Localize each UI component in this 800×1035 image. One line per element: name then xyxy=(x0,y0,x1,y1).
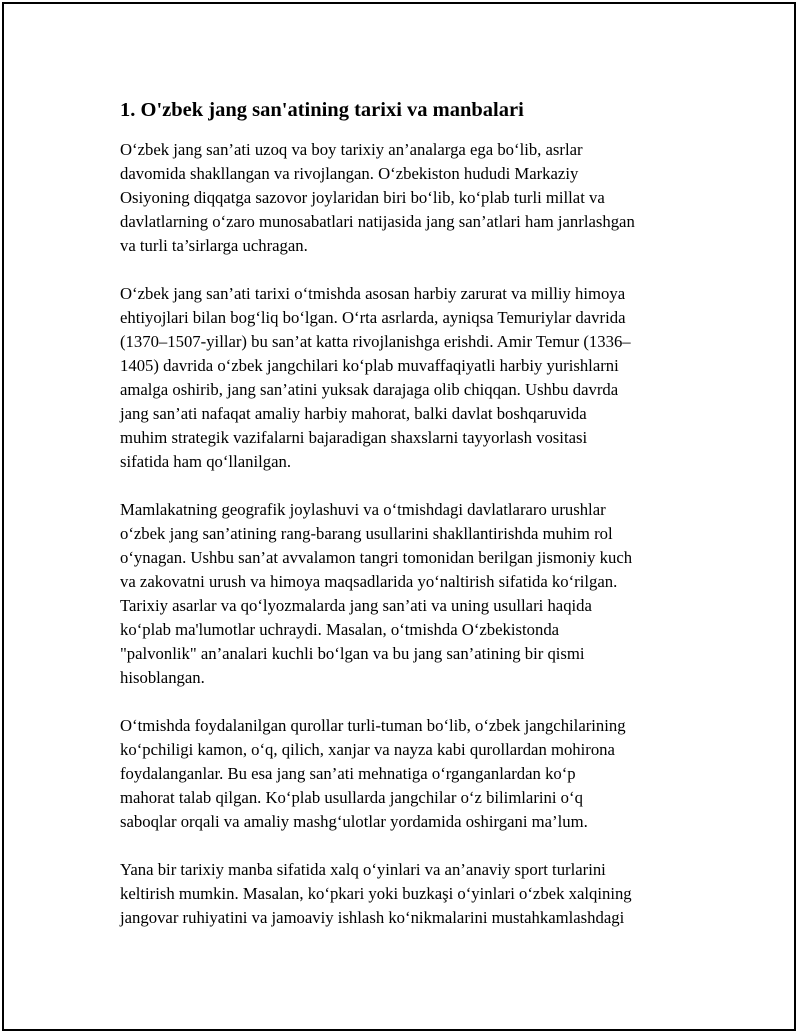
text-line: Yana bir tarixiy manba sifatida xalq o‘yinlari va an’anaviy sport turlarini xyxy=(120,860,606,879)
text-line: davomida shakllangan va rivojlangan. O‘zbekiston hududi Markaziy xyxy=(120,164,579,183)
text-line: O‘zbek jang san’ati tarixi o‘tmishda asosan harbiy zarurat va milliy himoya xyxy=(120,284,626,303)
text-line: o‘zbek jang san’atining rang-barang usullarini shakllantirishda muhim rol xyxy=(120,524,613,543)
text-line: keltirish mumkin. Masalan, ko‘pkari yoki buzkaşi o‘yinlari o‘zbek xalqining xyxy=(120,884,632,903)
text-line: "palvonlik" an’analari kuchli bo‘lgan va bu jang san’atining bir qismi xyxy=(120,644,585,663)
paragraph-4 xyxy=(120,714,700,834)
text-line: O‘zbek jang san’ati uzoq va boy tarixiy an’analarga ega bo‘lib, asrlar xyxy=(120,140,583,159)
text-line: foydalanganlar. Bu esa jang san’ati mehnatiga o‘rganganlardan ko‘p xyxy=(120,764,576,783)
text-line: davlatlarning o‘zaro munosabatlari natijasida jang san’atlari ham janrlashgan xyxy=(120,212,635,231)
text-line: sifatida ham qo‘llanilgan. xyxy=(120,452,291,471)
page-frame xyxy=(2,2,796,1031)
paragraph-5 xyxy=(120,858,700,930)
text-line: va turli ta’sirlarga uchragan. xyxy=(120,236,308,255)
text-line: Tarixiy asarlar va qo‘lyozmalarda jang san’ati va uning usullari haqida xyxy=(120,596,592,615)
text-line: jang san’ati nafaqat amaliy harbiy mahorat, balki davlat boshqaruvida xyxy=(120,404,587,423)
text-line: 1405) davrida o‘zbek jangchilari ko‘plab muvaffaqiyatli harbiy yurishlarni xyxy=(120,356,619,375)
text-line: Osiyoning diqqatga sazovor joylaridan biri bo‘lib, ko‘plab turli millat va xyxy=(120,188,605,207)
text-line: O‘tmishda foydalanilgan qurollar turli-tuman bo‘lib, o‘zbek jangchilarining xyxy=(120,716,626,735)
text-line: ko‘plab ma'lumotlar uchraydi. Masalan, o‘tmishda O‘zbekistonda xyxy=(120,620,560,639)
text-line: hisoblangan. xyxy=(120,668,205,687)
text-line: jangovar ruhiyatini va jamoaviy ishlash ko‘nikmalarini mustahkamlashdagi xyxy=(120,908,625,927)
paragraph-2 xyxy=(120,282,700,474)
text-line: Mamlakatning geografik joylashuvi va o‘tmishdagi davlatlararo urushlar xyxy=(120,500,606,519)
text-line: (1370–1507-yillar) bu san’at katta rivojlanishga erishdi. Amir Temur (1336– xyxy=(120,332,631,351)
text-line: muhim strategik vazifalarni bajaradigan shaxslarni tayyorlash vositasi xyxy=(120,428,588,447)
paragraph-1 xyxy=(120,138,700,258)
page-title: 1. O'zbek jang san'atining tarixi va manbalari xyxy=(120,99,524,121)
text-line: amalga oshirib, jang san’atini yuksak darajaga olib chiqqan. Ushbu davrda xyxy=(120,380,619,399)
paragraph-3 xyxy=(120,498,700,690)
page-content xyxy=(120,94,700,954)
text-line: mahorat talab qilgan. Ko‘plab usullarda jangchilar o‘z bilimlarini o‘q xyxy=(120,788,583,807)
text-line: ehtiyojlari bilan bog‘liq bo‘lgan. O‘rta asrlarda, ayniqsa Temuriylar davrida xyxy=(120,308,626,327)
text-line: o‘ynagan. Ushbu san’at avvalamon tangri tomonidan berilgan jismoniy kuch xyxy=(120,548,633,567)
text-line: va zakovatni urush va himoya maqsadlarida yo‘naltirish sifatida ko‘rilgan. xyxy=(120,572,618,591)
text-line: saboqlar orqali va amaliy mashg‘ulotlar yordamida oshirgani ma’lum. xyxy=(120,812,588,831)
text-line: ko‘pchiligi kamon, o‘q, qilich, xanjar va nayza kabi qurollardan mohirona xyxy=(120,740,615,759)
